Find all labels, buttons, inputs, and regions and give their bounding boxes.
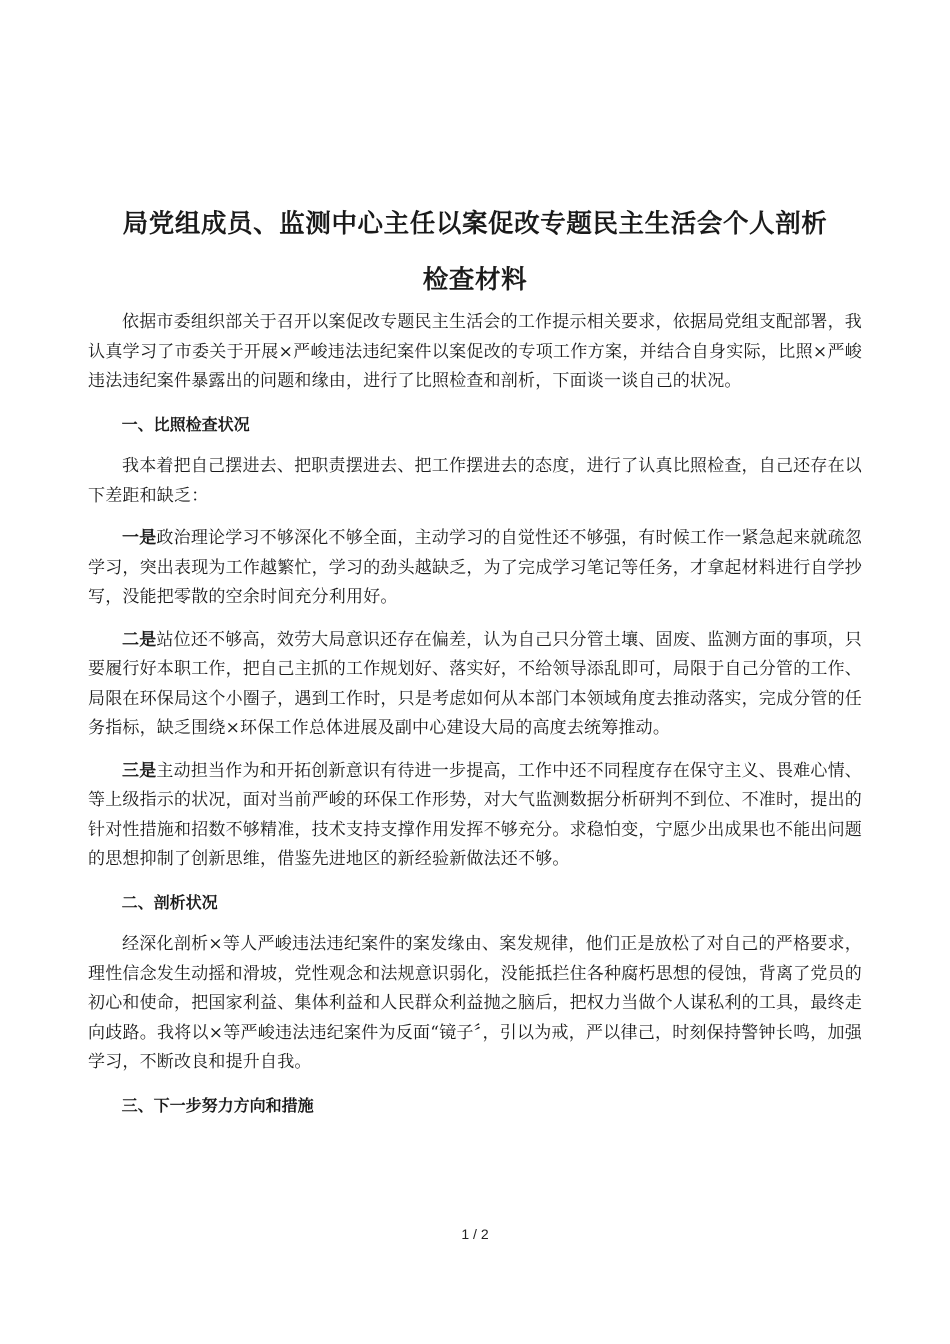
point-one-lead: 一是	[122, 528, 157, 548]
title-line-1: 局党组成员、监测中心主任以案促改专题民主生活会个人剖析	[122, 209, 828, 239]
section-heading-analysis: 二、剖析状况	[121, 892, 218, 912]
point-one-text: 政治理论学习不够深化不够全面，主动学习的自觉性还不够强，有时候工作一紧急起来就疏忽学习，突出表现为工作越繁忙，学习的劲头越缺乏，为了完成学习笔记等任务，才拿起材料进行自学抄写，没能把零散的空余时间充分利用好。	[88, 528, 862, 607]
analysis-paragraph: 经深化剖析×等人严峻违法违纪案件的案发缘由、案发规律，他们正是放松了对自己的严格要求，理性信念发生动摇和滑坡，党性观念和法规意识弱化，没能抵拦住各种腐朽思想的侵蚀，背离了党员的初心和使命，把国家利益、集体利益和人民群众利益抛之脑后，把权力当做个人谋私利的工具，最终走向歧路。我将以×等严峻违法违纪案件为反面“镜子〞，引以为戒，严以律己，时刻保持警钟长鸣，加强学习，不断改良和提升自我。	[88, 934, 862, 1072]
document-body	[88, 308, 862, 1133]
point-three-lead: 三是	[122, 760, 157, 781]
point-one-paragraph	[88, 524, 862, 613]
point-two-paragraph	[88, 626, 862, 744]
section1-intro-paragraph: 我本着把自己摆进去、把职责摆进去、把工作摆进去的态度，进行了认真比照检查，自己还存在以下差距和缺乏：	[88, 456, 862, 506]
point-three-paragraph	[88, 757, 862, 875]
point-two-lead: 二是	[122, 629, 157, 650]
document-title	[88, 196, 862, 308]
section-heading-next-steps: 三、下一步努力方向和措施	[121, 1095, 314, 1115]
page-indicator: 1 / 2	[461, 1226, 489, 1242]
point-two-text: 站位还不够高，效劳大局意识还存在偏差，认为自己只分管土壤、固废、监测方面的事项，只要履行好本职工作，把自己主抓的工作规划好、落实好，不给领导添乱即可，局限于自己分管的工作、局限在环保局这个小圈子，遇到工作时，只是考虑如何从本部门本领域角度去推动落实，完成分管的任务指标，缺乏围绕×环保工作总体进展及副中心建设大局的高度去统筹推动。	[88, 629, 862, 738]
point-three-text: 主动担当作为和开拓创新意识有待进一步提高，工作中还不同程度存在保守主义、畏难心情、等上级指示的状况，面对当前严峻的环保工作形势，对大气监测数据分析研判不到位、不准时，提出的针对性措施和招数不够精准，技术支持支撑作用发挥不够充分。求稳怕变，宁愿少出成果也不能出问题的思想抑制了创新思维，借鉴先进地区的新经验新做法还不够。	[88, 760, 862, 869]
section-heading-comparison: 一、比照检查状况	[121, 414, 250, 434]
intro-paragraph: 依据市委组织部关于召开以案促改专题民主生活会的工作提示相关要求，依据局党组支配部署，我认真学习了市委关于开展×严峻违法违纪案件以案促改的专项工作方案，并结合自身实际，比照×严峻违法违纪案件暴露出的问题和缘由，进行了比照检查和剖析，下面谈一谈自己的状况。	[88, 312, 862, 391]
title-line-2: 检查材料	[422, 265, 528, 295]
